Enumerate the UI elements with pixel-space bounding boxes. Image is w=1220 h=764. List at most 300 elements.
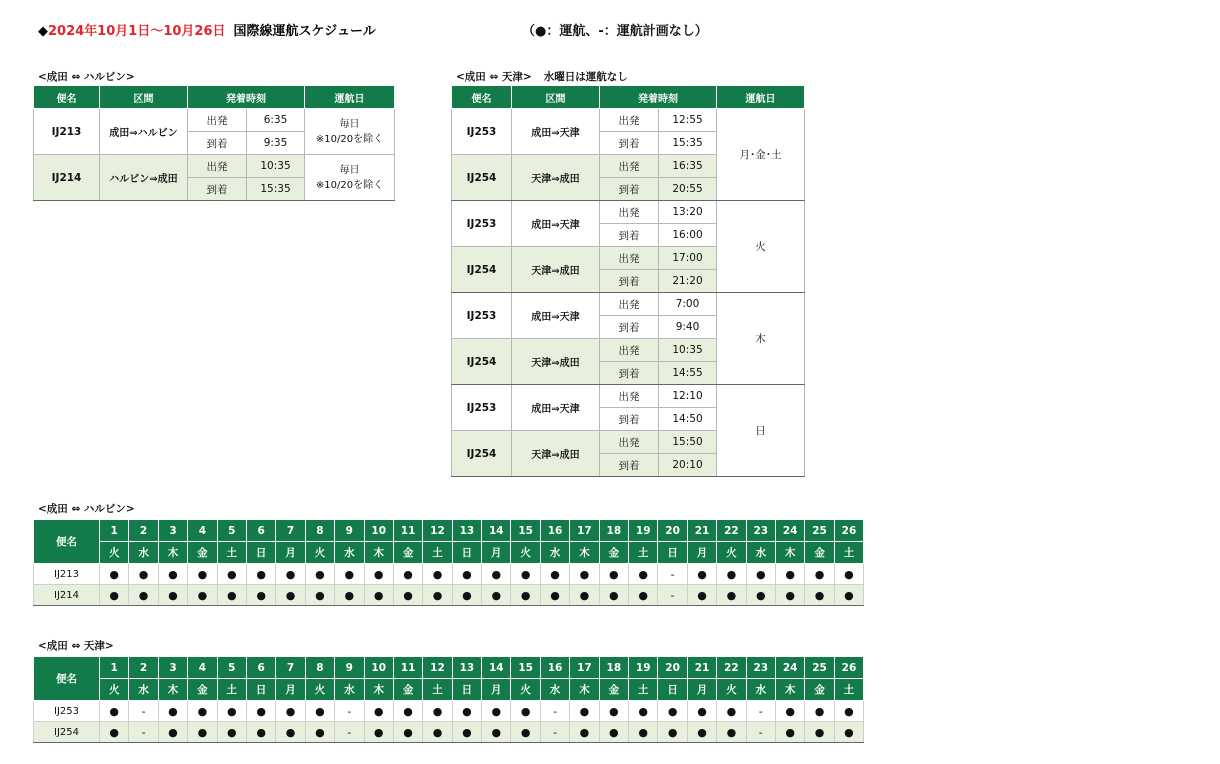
arr-time: 15:35: [247, 178, 305, 201]
operating-days: 月･金･土: [717, 109, 805, 201]
weekday: 土: [423, 542, 452, 564]
flight-number: IJ214: [34, 585, 100, 606]
col-header-flight: 便名: [34, 657, 100, 701]
dep-time: 12:10: [659, 385, 717, 408]
operation-mark: ●: [217, 564, 246, 585]
operation-mark: ●: [570, 585, 599, 606]
operation-mark: ●: [335, 585, 364, 606]
tianjin-note: 水曜日は運航なし: [543, 71, 628, 83]
day-number: 7: [276, 657, 305, 679]
col-header-time: 発着時刻: [188, 86, 305, 109]
arr-time: 20:10: [659, 454, 717, 477]
weekday: 土: [834, 679, 863, 701]
operation-mark: ●: [805, 564, 834, 585]
operation-mark: ●: [599, 722, 628, 743]
dep-label: 出発: [600, 385, 659, 408]
operation-mark: ●: [511, 722, 540, 743]
operation-mark: ●: [217, 585, 246, 606]
tianjin-schedule-table: [451, 85, 805, 477]
day-number: 25: [805, 657, 834, 679]
weekday: 日: [658, 679, 687, 701]
operation-mark: ●: [188, 722, 217, 743]
operation-mark: ●: [393, 585, 422, 606]
weekday: 月: [482, 542, 511, 564]
route: ハルビン⇒成田: [100, 155, 188, 201]
operation-mark: ●: [482, 585, 511, 606]
operation-mark: ●: [687, 701, 716, 722]
flight-number: IJ253: [452, 385, 512, 431]
day-number: 2: [129, 657, 158, 679]
col-header-flight: 便名: [34, 86, 100, 109]
flight-number: IJ253: [452, 293, 512, 339]
weekday: 木: [364, 679, 393, 701]
weekday: 金: [599, 679, 628, 701]
harbin-calendar-table: [33, 519, 864, 606]
operation-mark: ●: [158, 701, 187, 722]
day-number: 18: [599, 520, 628, 542]
operation-mark: -: [746, 701, 775, 722]
operation-mark: ●: [775, 585, 804, 606]
arr-time: 16:00: [659, 224, 717, 247]
weekday: 日: [658, 542, 687, 564]
weekday: 金: [805, 679, 834, 701]
route: 天津⇒成田: [512, 155, 600, 201]
day-number: 7: [276, 520, 305, 542]
weekday: 水: [129, 542, 158, 564]
col-header-route: 区間: [512, 86, 600, 109]
operation-mark: ●: [540, 585, 569, 606]
operation-mark: ●: [452, 585, 481, 606]
weekday: 土: [217, 542, 246, 564]
operation-mark: ●: [100, 722, 129, 743]
route: 成田⇒天津: [512, 293, 600, 339]
weekday: 月: [482, 679, 511, 701]
col-header-flight: 便名: [34, 520, 100, 564]
dep-time: 15:50: [659, 431, 717, 454]
day-number: 3: [158, 520, 187, 542]
operation-mark: ●: [423, 564, 452, 585]
operation-mark: ●: [599, 701, 628, 722]
operation-mark: -: [335, 722, 364, 743]
table-row: [34, 701, 864, 722]
tianjin-schedule-label: <成田 ⇔ 天津> 水曜日は運航なし: [456, 71, 628, 83]
operation-mark: ●: [805, 722, 834, 743]
operation-mark: ●: [364, 722, 393, 743]
arr-time: 14:55: [659, 362, 717, 385]
flight-number: IJ254: [452, 155, 512, 201]
day-number: 5: [217, 657, 246, 679]
harbin-schedule-table: [33, 85, 395, 201]
operation-mark: ●: [717, 701, 746, 722]
day-number: 23: [746, 520, 775, 542]
diamond-icon: ◆: [38, 24, 48, 39]
weekday: 火: [100, 679, 129, 701]
arr-time: 9:40: [659, 316, 717, 339]
operation-mark: ●: [775, 701, 804, 722]
operation-mark: ●: [629, 701, 658, 722]
weekday: 金: [188, 679, 217, 701]
operation-mark: ●: [805, 585, 834, 606]
operation-mark: -: [540, 701, 569, 722]
legend-text: （●：運航、-：運航計画なし）: [522, 24, 708, 39]
date-range: 2024年10月1日～10月26日: [48, 24, 226, 39]
day-number: 17: [570, 657, 599, 679]
operation-mark: ●: [482, 701, 511, 722]
operation-mark: ●: [158, 585, 187, 606]
dep-label: 出発: [600, 201, 659, 224]
weekday: 金: [599, 542, 628, 564]
day-number: 22: [717, 657, 746, 679]
operation-mark: ●: [393, 564, 422, 585]
day-number: 24: [775, 657, 804, 679]
dep-time: 7:00: [659, 293, 717, 316]
operation-mark: ●: [687, 585, 716, 606]
day-number: 9: [335, 657, 364, 679]
operation-mark: ●: [246, 564, 275, 585]
operation-mark: ●: [599, 564, 628, 585]
operating-days: 日: [717, 385, 805, 477]
weekday: 木: [570, 542, 599, 564]
dep-label: 出発: [600, 155, 659, 178]
arr-time: 9:35: [247, 132, 305, 155]
flight-number: IJ213: [34, 564, 100, 585]
day-number: 23: [746, 657, 775, 679]
table-row: [34, 585, 864, 606]
operating-days: 毎日 ※10/20を除く: [305, 109, 395, 155]
harbin-schedule-label: <成田 ⇔ ハルビン>: [38, 71, 135, 83]
operation-mark: -: [658, 564, 687, 585]
operation-mark: ●: [217, 701, 246, 722]
flight-number: IJ253: [452, 201, 512, 247]
weekday: 水: [540, 542, 569, 564]
operation-mark: ●: [276, 701, 305, 722]
operation-mark: ●: [511, 701, 540, 722]
operation-mark: ●: [305, 701, 334, 722]
operation-mark: ●: [452, 722, 481, 743]
weekday: 日: [246, 679, 275, 701]
day-number: 15: [511, 657, 540, 679]
operation-mark: ●: [511, 585, 540, 606]
weekday: 木: [570, 679, 599, 701]
weekday: 木: [158, 679, 187, 701]
operation-mark: ●: [687, 722, 716, 743]
operation-mark: ●: [158, 564, 187, 585]
arr-label: 到着: [600, 454, 659, 477]
flight-number: IJ214: [34, 155, 100, 201]
dep-label: 出発: [600, 339, 659, 362]
day-number: 26: [834, 520, 863, 542]
operation-mark: ●: [687, 564, 716, 585]
dep-label: 出発: [600, 109, 659, 132]
operation-mark: ●: [629, 722, 658, 743]
operation-mark: -: [746, 722, 775, 743]
day-number: 6: [246, 520, 275, 542]
weekday: 火: [511, 679, 540, 701]
operating-days: 火: [717, 201, 805, 293]
day-number: 2: [129, 520, 158, 542]
operation-mark: ●: [834, 564, 863, 585]
operation-mark: ●: [775, 564, 804, 585]
operation-mark: ●: [246, 722, 275, 743]
route: 天津⇒成田: [512, 339, 600, 385]
operation-mark: ●: [100, 585, 129, 606]
operation-mark: -: [129, 701, 158, 722]
weekday: 木: [775, 542, 804, 564]
day-number: 22: [717, 520, 746, 542]
arr-label: 到着: [188, 132, 247, 155]
day-number: 20: [658, 520, 687, 542]
tianjin-calendar-label: <成田 ⇔ 天津>: [38, 640, 114, 652]
operation-mark: -: [540, 722, 569, 743]
arr-label: 到着: [600, 224, 659, 247]
operation-mark: -: [129, 722, 158, 743]
operation-mark: ●: [629, 564, 658, 585]
operation-mark: ●: [276, 585, 305, 606]
weekday: 火: [717, 542, 746, 564]
dep-time: 17:00: [659, 247, 717, 270]
operation-mark: ●: [775, 722, 804, 743]
day-number: 8: [305, 520, 334, 542]
operation-mark: ●: [335, 564, 364, 585]
arr-label: 到着: [600, 178, 659, 201]
weekday: 日: [246, 542, 275, 564]
operation-mark: ●: [629, 585, 658, 606]
operation-mark: ●: [599, 585, 628, 606]
arr-time: 21:20: [659, 270, 717, 293]
operation-mark: ●: [158, 722, 187, 743]
day-number: 4: [188, 520, 217, 542]
arr-time: 14:50: [659, 408, 717, 431]
day-number: 3: [158, 657, 187, 679]
weekday: 金: [393, 679, 422, 701]
operation-mark: ●: [570, 564, 599, 585]
weekday: 水: [335, 679, 364, 701]
operation-mark: ●: [393, 722, 422, 743]
operation-mark: ●: [717, 722, 746, 743]
day-number: 18: [599, 657, 628, 679]
day-number: 16: [540, 657, 569, 679]
operation-mark: ●: [540, 564, 569, 585]
day-number: 1: [100, 657, 129, 679]
day-number: 21: [687, 520, 716, 542]
operation-mark: ●: [188, 701, 217, 722]
operation-mark: ●: [364, 585, 393, 606]
dep-label: 出発: [600, 293, 659, 316]
operation-mark: ●: [276, 722, 305, 743]
dep-time: 10:35: [659, 339, 717, 362]
day-number: 10: [364, 657, 393, 679]
operation-mark: ●: [305, 564, 334, 585]
operation-mark: ●: [364, 564, 393, 585]
weekday: 木: [158, 542, 187, 564]
operation-mark: ●: [393, 701, 422, 722]
arr-time: 15:35: [659, 132, 717, 155]
operation-mark: -: [335, 701, 364, 722]
weekday: 木: [775, 679, 804, 701]
weekday: 金: [805, 542, 834, 564]
weekday: 土: [217, 679, 246, 701]
operation-mark: ●: [805, 701, 834, 722]
col-header-days: 運航日: [717, 86, 805, 109]
weekday: 火: [717, 679, 746, 701]
operation-mark: ●: [423, 722, 452, 743]
day-number: 14: [482, 657, 511, 679]
route: 天津⇒成田: [512, 431, 600, 477]
route: 成田⇒天津: [512, 385, 600, 431]
weekday: 土: [629, 679, 658, 701]
operation-mark: ●: [129, 585, 158, 606]
harbin-calendar-label: <成田 ⇔ ハルビン>: [38, 503, 135, 515]
operation-mark: ●: [570, 722, 599, 743]
day-number: 13: [452, 520, 481, 542]
day-number: 17: [570, 520, 599, 542]
table-row: [34, 722, 864, 743]
day-number: 19: [629, 657, 658, 679]
weekday: 土: [423, 679, 452, 701]
operation-mark: ●: [834, 585, 863, 606]
arr-time: 20:55: [659, 178, 717, 201]
day-number: 20: [658, 657, 687, 679]
flight-number: IJ254: [452, 339, 512, 385]
flight-number: IJ213: [34, 109, 100, 155]
operation-mark: ●: [717, 564, 746, 585]
operation-mark: ●: [188, 585, 217, 606]
day-number: 16: [540, 520, 569, 542]
dep-label: 出発: [188, 155, 247, 178]
operation-mark: ●: [452, 564, 481, 585]
day-number: 4: [188, 657, 217, 679]
operation-mark: ●: [423, 585, 452, 606]
dep-time: 13:20: [659, 201, 717, 224]
weekday: 水: [335, 542, 364, 564]
operating-days: 木: [717, 293, 805, 385]
day-number: 26: [834, 657, 863, 679]
col-header-route: 区間: [100, 86, 188, 109]
arr-label: 到着: [188, 178, 247, 201]
dep-time: 12:55: [659, 109, 717, 132]
weekday: 火: [305, 542, 334, 564]
dep-time: 10:35: [247, 155, 305, 178]
route: 成田⇒天津: [512, 109, 600, 155]
table-row: [34, 564, 864, 585]
day-number: 12: [423, 520, 452, 542]
weekday: 土: [834, 542, 863, 564]
weekday: 月: [276, 542, 305, 564]
weekday: 金: [188, 542, 217, 564]
col-header-days: 運航日: [305, 86, 395, 109]
tianjin-calendar-table: [33, 656, 864, 743]
operation-mark: ●: [276, 564, 305, 585]
col-header-time: 発着時刻: [600, 86, 717, 109]
day-number: 14: [482, 520, 511, 542]
dep-label: 出発: [600, 431, 659, 454]
operation-mark: ●: [452, 701, 481, 722]
arr-label: 到着: [600, 362, 659, 385]
operation-mark: ●: [511, 564, 540, 585]
day-number: 10: [364, 520, 393, 542]
route: 成田⇒天津: [512, 201, 600, 247]
day-number: 24: [775, 520, 804, 542]
flight-number: IJ254: [34, 722, 100, 743]
operating-days: 毎日 ※10/20を除く: [305, 155, 395, 201]
flight-number: IJ253: [452, 109, 512, 155]
operation-mark: ●: [423, 701, 452, 722]
weekday: 木: [364, 542, 393, 564]
operation-mark: ●: [570, 701, 599, 722]
flight-number: IJ254: [452, 247, 512, 293]
operation-mark: ●: [188, 564, 217, 585]
dep-time: 16:35: [659, 155, 717, 178]
weekday: 月: [687, 679, 716, 701]
operation-mark: ●: [364, 701, 393, 722]
day-number: 15: [511, 520, 540, 542]
weekday: 土: [629, 542, 658, 564]
day-number: 6: [246, 657, 275, 679]
arr-label: 到着: [600, 408, 659, 431]
weekday: 火: [100, 542, 129, 564]
operation-mark: ●: [100, 701, 129, 722]
operation-mark: ●: [305, 722, 334, 743]
operation-mark: ●: [246, 701, 275, 722]
dep-label: 出発: [600, 247, 659, 270]
operation-mark: ●: [129, 564, 158, 585]
schedule-title: 国際線運航スケジュール: [233, 24, 376, 39]
flight-number: IJ254: [452, 431, 512, 477]
dep-time: 6:35: [247, 109, 305, 132]
weekday: 火: [305, 679, 334, 701]
day-number: 1: [100, 520, 129, 542]
route: 天津⇒成田: [512, 247, 600, 293]
day-number: 11: [393, 520, 422, 542]
day-number: 9: [335, 520, 364, 542]
operation-mark: ●: [305, 585, 334, 606]
operation-mark: ●: [746, 564, 775, 585]
day-number: 25: [805, 520, 834, 542]
operation-mark: ●: [658, 722, 687, 743]
weekday: 金: [393, 542, 422, 564]
weekday: 水: [746, 679, 775, 701]
operation-mark: ●: [217, 722, 246, 743]
operation-mark: ●: [834, 722, 863, 743]
day-number: 8: [305, 657, 334, 679]
weekday: 水: [129, 679, 158, 701]
weekday: 水: [746, 542, 775, 564]
day-number: 11: [393, 657, 422, 679]
arr-label: 到着: [600, 316, 659, 339]
arr-label: 到着: [600, 270, 659, 293]
day-number: 12: [423, 657, 452, 679]
operation-mark: ●: [482, 722, 511, 743]
weekday: 日: [452, 542, 481, 564]
operation-mark: ●: [834, 701, 863, 722]
operation-mark: ●: [100, 564, 129, 585]
route: 成田⇒ハルビン: [100, 109, 188, 155]
day-number: 5: [217, 520, 246, 542]
dep-label: 出発: [188, 109, 247, 132]
day-number: 19: [629, 520, 658, 542]
weekday: 日: [452, 679, 481, 701]
flight-number: IJ253: [34, 701, 100, 722]
weekday: 月: [687, 542, 716, 564]
day-number: 13: [452, 657, 481, 679]
weekday: 水: [540, 679, 569, 701]
operation-mark: ●: [717, 585, 746, 606]
operation-mark: ●: [246, 585, 275, 606]
arr-label: 到着: [600, 132, 659, 155]
operation-mark: ●: [658, 701, 687, 722]
weekday: 月: [276, 679, 305, 701]
day-number: 21: [687, 657, 716, 679]
